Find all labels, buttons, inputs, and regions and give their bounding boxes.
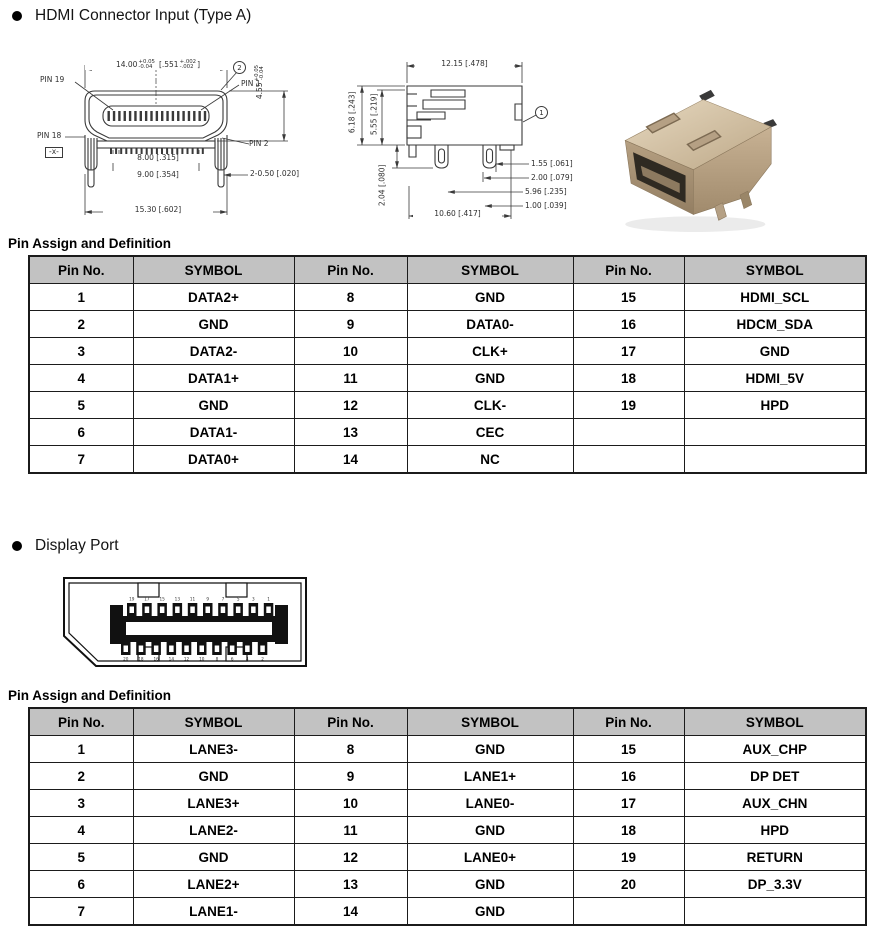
table-cell: CLK- [407,392,573,419]
table-cell: 5 [29,392,133,419]
table-cell: LANE3- [133,736,294,763]
table-cell: 16 [573,763,684,790]
table-cell: 2 [29,763,133,790]
table-cell: 6 [29,871,133,898]
table-row [29,871,866,898]
dim-label-100: 1.00 [.039] [525,201,567,210]
section-title-hdmi [12,7,251,25]
table-cell: 20 [573,871,684,898]
svg-text:3: 3 [252,596,255,602]
table-row [29,844,866,871]
hdmi-table-body [29,284,866,474]
table-cell: 7 [29,898,133,926]
pin-assign-heading-hdmi: Pin Assign and Definition [8,236,172,251]
dim-label-depth: 12.15 [.478] [415,60,514,69]
svg-text:2: 2 [261,656,264,662]
datum-mark: -x- [45,147,63,158]
table-cell: 18 [573,365,684,392]
table-cell: LANE1+ [407,763,573,790]
table-cell: 5 [29,844,133,871]
table-cell: GND [407,898,573,926]
table-cell: 1 [29,284,133,311]
col-header-symbol-1: SYMBOL [133,256,294,284]
col-header-symbol-3: SYMBOL [684,708,866,736]
svg-text:4: 4 [246,656,249,662]
col-header-symbol-3: SYMBOL [684,256,866,284]
table-cell: 11 [294,365,407,392]
dim-label-618: 6.18 [.243] [347,91,357,134]
table-row [29,365,866,392]
table-row [29,898,866,926]
table-cell: 8 [294,284,407,311]
table-cell: DATA2- [133,338,294,365]
table-cell: GND [133,392,294,419]
table-cell: GND [684,338,866,365]
table-row [29,763,866,790]
col-header-pin-3: Pin No. [573,256,684,284]
table-cell: NC [407,446,573,474]
callout-2: 2 [233,61,246,74]
table-cell: 12 [294,392,407,419]
table-cell: HDCM_SDA [684,311,866,338]
table-cell: 9 [294,311,407,338]
table-row [29,790,866,817]
table-header-row [29,708,866,736]
table-cell: DATA0+ [133,446,294,474]
svg-text:18: 18 [138,656,144,662]
table-row [29,284,866,311]
hdmi-connector-photo [598,80,778,238]
svg-text:16: 16 [153,656,159,662]
table-row [29,419,866,446]
table-cell: RETURN [684,844,866,871]
table-cell: 3 [29,790,133,817]
svg-text:6: 6 [230,656,234,662]
table-cell: 18 [573,817,684,844]
table-cell: 14 [294,446,407,474]
pin-label-2: PIN 2 [249,139,269,148]
table-cell: GND [407,736,573,763]
table-cell: AUX_CHP [684,736,866,763]
table-cell: DP DET [684,763,866,790]
hdmi-connector-photo-svg [598,80,778,238]
table-row [29,392,866,419]
table-cell: 15 [573,736,684,763]
svg-text:10: 10 [199,656,205,662]
table-cell: HDMI_5V [684,365,866,392]
bullet-icon [12,11,22,21]
col-header-symbol-1: SYMBOL [133,708,294,736]
dim-label-555: 5.55 [.219] [369,93,379,136]
col-header-symbol-2: SYMBOL [407,708,573,736]
table-cell: 13 [294,871,407,898]
col-header-symbol-2: SYMBOL [407,256,573,284]
table-cell: AUX_CHN [684,790,866,817]
table-cell: 4 [29,817,133,844]
table-cell: DATA0- [407,311,573,338]
table-cell: DATA1- [133,419,294,446]
table-cell: 2 [29,311,133,338]
table-cell: CEC [407,419,573,446]
pin-assign-heading-dp: Pin Assign and Definition [8,688,172,703]
table-cell: HPD [684,392,866,419]
table-cell: LANE0- [407,790,573,817]
hdmi-pin-table [28,255,867,474]
table-cell: LANE0+ [407,844,573,871]
svg-text:8: 8 [215,656,219,662]
table-cell: HPD [684,817,866,844]
dim-label-204: 2.04 [.080] [377,164,387,207]
svg-text:20: 20 [123,656,129,662]
table-cell: 4 [29,365,133,392]
dim-label-8: 8.00 [.315] [111,154,205,163]
table-cell: 16 [573,311,684,338]
hdmi-front-view-drawing [35,46,335,236]
svg-text:19: 19 [129,596,135,602]
table-cell: 19 [573,844,684,871]
svg-text:9: 9 [206,596,210,602]
section-title-text: HDMI Connector Input (Type A) [35,7,252,24]
table-cell: 12 [294,844,407,871]
table-cell [684,898,866,926]
dim-label-596: 5.96 [.235] [525,187,567,196]
table-cell: GND [133,311,294,338]
table-cell [684,419,866,446]
table-cell: DATA1+ [133,365,294,392]
svg-text:11: 11 [189,596,196,602]
svg-text:15: 15 [159,596,165,602]
hdmi-side-view-drawing [335,46,595,236]
table-cell: GND [407,365,573,392]
col-header-pin-1: Pin No. [29,708,133,736]
table-cell: LANE1- [133,898,294,926]
table-row [29,338,866,365]
table-cell: 8 [294,736,407,763]
section-title-text: Display Port [35,537,119,554]
svg-text:12: 12 [183,656,190,662]
table-cell: GND [133,844,294,871]
dp-connector-svg [60,572,310,672]
table-row [29,311,866,338]
table-header-row [29,256,866,284]
table-cell: 17 [573,790,684,817]
dim-label-9: 9.00 [.354] [105,171,211,180]
table-cell: 7 [29,446,133,474]
table-cell: 6 [29,419,133,446]
table-cell [573,446,684,474]
pin-label-19: PIN 19 [40,75,65,84]
svg-text:14: 14 [168,656,175,662]
table-row [29,817,866,844]
svg-text:17: 17 [144,596,150,602]
table-cell: 11 [294,817,407,844]
table-cell: GND [133,763,294,790]
table-row [29,446,866,474]
section-title-dp [12,537,119,555]
table-cell: LANE2+ [133,871,294,898]
table-cell: 19 [573,392,684,419]
table-cell: 10 [294,338,407,365]
table-cell: 1 [29,736,133,763]
table-cell: DATA2+ [133,284,294,311]
table-cell: CLK+ [407,338,573,365]
col-header-pin-2: Pin No. [294,256,407,284]
dp-table-body [29,736,866,926]
svg-text:5: 5 [236,596,240,602]
col-header-pin-3: Pin No. [573,708,684,736]
dim-label-width: 14.00 +0.05 -0.04 [.551 +.002 -.002 ] [85,60,231,70]
table-cell: 17 [573,338,684,365]
bullet-icon [12,541,22,551]
dim-label-height: 4.55 +0.05 -0.04 [254,64,265,100]
table-cell [573,898,684,926]
pin-label-18: PIN 18 [37,131,62,140]
svg-text:13: 13 [174,596,181,602]
table-cell: 10 [294,790,407,817]
table-cell: GND [407,871,573,898]
dim-label-1060: 10.60 [.417] [413,210,502,219]
svg-text:7: 7 [221,596,225,602]
pin-label-1: PIN 1 [241,79,261,88]
svg-text:1: 1 [267,596,270,602]
table-cell: GND [407,817,573,844]
dim-label-200: 2.00 [.079] [531,173,573,182]
table-cell: GND [407,284,573,311]
callout-1: 1 [535,106,548,119]
table-cell: 13 [294,419,407,446]
col-header-pin-2: Pin No. [294,708,407,736]
hdmi-slot-pins [108,111,207,121]
dp-connector-diagram [60,572,310,672]
table-cell: LANE3+ [133,790,294,817]
table-cell: 15 [573,284,684,311]
table-cell: 3 [29,338,133,365]
table-cell [684,446,866,474]
table-cell: HDMI_SCL [684,284,866,311]
table-cell [573,419,684,446]
dim-label-leg: 2-0.50 [.020] [250,169,300,178]
dim-label-155: 1.55 [.061] [531,159,573,168]
table-cell: DP_3.3V [684,871,866,898]
dim-label-15: 15.30 [.602] [103,206,213,215]
col-header-pin-1: Pin No. [29,256,133,284]
table-row [29,736,866,763]
dp-pin-table [28,707,867,926]
table-cell: 9 [294,763,407,790]
table-cell: LANE2- [133,817,294,844]
table-cell: 14 [294,898,407,926]
